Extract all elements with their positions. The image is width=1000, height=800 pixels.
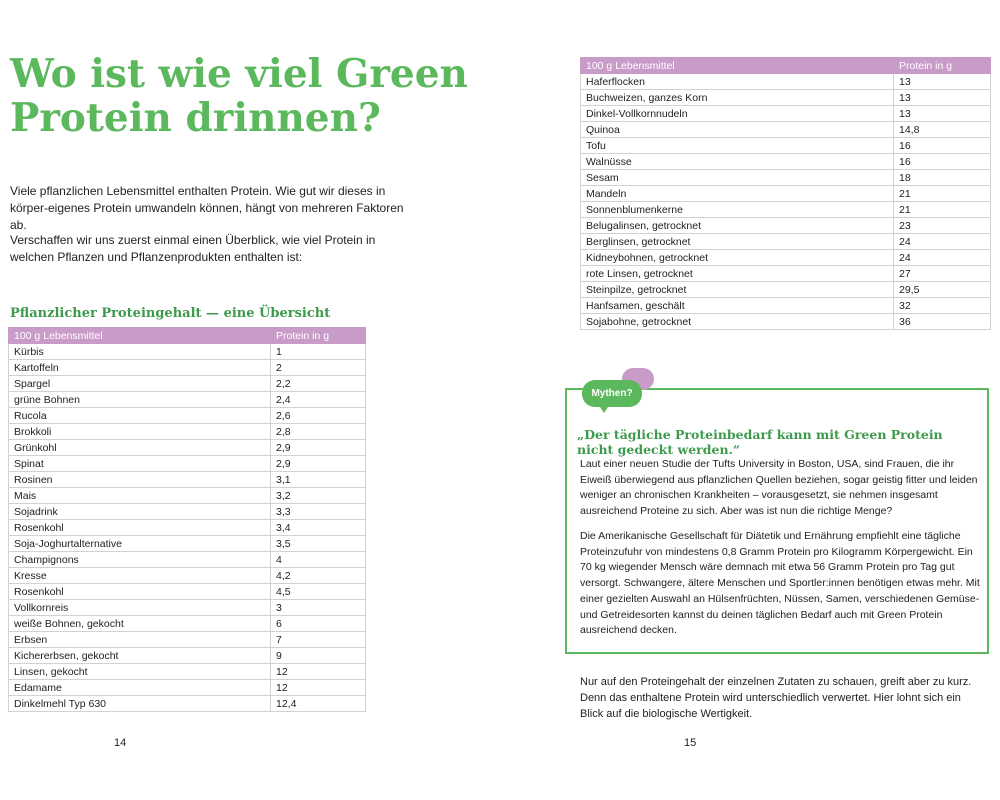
table-row [9, 696, 366, 712]
table-row [581, 74, 991, 90]
food-cell: Linsen, gekocht [9, 664, 271, 680]
column-header-protein: Protein in g [271, 328, 366, 344]
myth-heading: „Der tägliche Proteinbedarf kann mit Green Protein nicht gedeckt werden.“ [577, 427, 943, 457]
table-row [9, 360, 366, 376]
food-cell: Spargel [9, 376, 271, 392]
protein-cell: 2,4 [271, 392, 366, 408]
myth-badge-label: Mythen? [591, 388, 633, 399]
table-row [581, 154, 991, 170]
protein-cell: 16 [894, 154, 991, 170]
column-header-food: 100 g Lebensmittel [581, 58, 894, 74]
table-row [9, 680, 366, 696]
protein-cell: 2,9 [271, 440, 366, 456]
table-row [9, 632, 366, 648]
food-cell: Champignons [9, 552, 271, 568]
protein-cell: 12,4 [271, 696, 366, 712]
food-cell: Quinoa [581, 122, 894, 138]
protein-table-left [8, 327, 366, 712]
food-cell: Dinkel-Vollkornnudeln [581, 106, 894, 122]
table-row [581, 266, 991, 282]
table-row [581, 298, 991, 314]
protein-cell: 7 [271, 632, 366, 648]
table-row [9, 392, 366, 408]
table-row [9, 488, 366, 504]
food-cell: Kartoffeln [9, 360, 271, 376]
food-cell: weiße Bohnen, gekocht [9, 616, 271, 632]
protein-cell: 4,5 [271, 584, 366, 600]
table-row [581, 218, 991, 234]
page-number-right: 15 [684, 737, 697, 749]
food-cell: Edamame [9, 680, 271, 696]
table-row [581, 282, 991, 298]
intro-paragraph-2: Verschaffen wir uns zuerst einmal einen Überblick, wie viel Protein in welchen Pflanzen und Pflanzenprodukten enthalten ist: [10, 233, 376, 264]
table-row [581, 138, 991, 154]
table-row [9, 376, 366, 392]
protein-cell: 13 [894, 90, 991, 106]
table-row [9, 616, 366, 632]
table-row [9, 472, 366, 488]
food-cell: Buchweizen, ganzes Korn [581, 90, 894, 106]
food-cell: Hanfsamen, geschält [581, 298, 894, 314]
table-row [581, 250, 991, 266]
food-cell: Mais [9, 488, 271, 504]
protein-cell: 21 [894, 186, 991, 202]
food-cell: Erbsen [9, 632, 271, 648]
table-row [581, 90, 991, 106]
column-header-food: 100 g Lebensmittel [9, 328, 271, 344]
table-row [581, 234, 991, 250]
protein-cell: 29,5 [894, 282, 991, 298]
table-row [581, 314, 991, 330]
table-row [9, 504, 366, 520]
food-cell: Steinpilze, getrocknet [581, 282, 894, 298]
table-body-left [9, 344, 366, 712]
food-cell: Soja-Joghurtalternative [9, 536, 271, 552]
protein-cell: 3,2 [271, 488, 366, 504]
protein-cell: 23 [894, 218, 991, 234]
protein-cell: 2,8 [271, 424, 366, 440]
protein-cell: 2,9 [271, 456, 366, 472]
food-cell: rote Linsen, getrocknet [581, 266, 894, 282]
protein-cell: 24 [894, 234, 991, 250]
protein-cell: 3,4 [271, 520, 366, 536]
food-cell: Haferflocken [581, 74, 894, 90]
protein-cell: 6 [271, 616, 366, 632]
protein-cell: 3,5 [271, 536, 366, 552]
protein-cell: 13 [894, 74, 991, 90]
table-row [9, 408, 366, 424]
protein-cell: 3 [271, 600, 366, 616]
food-cell: Spinat [9, 456, 271, 472]
protein-cell: 2 [271, 360, 366, 376]
food-cell: Brokkoli [9, 424, 271, 440]
food-cell: Tofu [581, 138, 894, 154]
protein-cell: 3,3 [271, 504, 366, 520]
food-cell: Sojabohne, getrocknet [581, 314, 894, 330]
food-cell: Sesam [581, 170, 894, 186]
table-row [9, 440, 366, 456]
speech-bubble-tail-icon [598, 404, 610, 413]
food-cell: Rosenkohl [9, 520, 271, 536]
protein-cell: 27 [894, 266, 991, 282]
protein-cell: 16 [894, 138, 991, 154]
food-cell: Rosenkohl [9, 584, 271, 600]
food-cell: Vollkornreis [9, 600, 271, 616]
table-row [581, 170, 991, 186]
food-cell: Sonnenblumenkerne [581, 202, 894, 218]
table-row [9, 424, 366, 440]
column-header-protein: Protein in g [894, 58, 991, 74]
food-cell: Sojadrink [9, 504, 271, 520]
table-row [9, 568, 366, 584]
table-row [581, 202, 991, 218]
table-row [9, 584, 366, 600]
protein-cell: 4,2 [271, 568, 366, 584]
protein-cell: 12 [271, 680, 366, 696]
food-cell: Kidneybohnen, getrocknet [581, 250, 894, 266]
table-header-row [9, 328, 366, 344]
food-cell: Walnüsse [581, 154, 894, 170]
food-cell: Berglinsen, getrocknet [581, 234, 894, 250]
food-cell: Rosinen [9, 472, 271, 488]
protein-cell: 18 [894, 170, 991, 186]
protein-cell: 1 [271, 344, 366, 360]
food-cell: Rucola [9, 408, 271, 424]
table-row [9, 552, 366, 568]
table-row [9, 648, 366, 664]
food-cell: Kürbis [9, 344, 271, 360]
protein-cell: 9 [271, 648, 366, 664]
food-cell: Grünkohl [9, 440, 271, 456]
table-row [581, 106, 991, 122]
protein-cell: 13 [894, 106, 991, 122]
table-row [581, 122, 991, 138]
table-row [581, 186, 991, 202]
food-cell: Kresse [9, 568, 271, 584]
protein-cell: 4 [271, 552, 366, 568]
page-title [10, 52, 480, 140]
protein-cell: 12 [271, 664, 366, 680]
table-row [9, 520, 366, 536]
protein-table-right [580, 57, 991, 330]
table-row [9, 456, 366, 472]
table-body-right [581, 74, 991, 330]
table-row [9, 600, 366, 616]
closing-paragraph: Nur auf den Proteingehalt der einzelnen Zutaten zu schauen, greift aber zu kurz. Denn das enthaltene Protein wird unterschiedlich verwertet. Hier lohnt sich ein Blick auf die biologische Wertigkeit. [580, 676, 972, 720]
myth-badge [582, 380, 642, 407]
intro-paragraph-1: Viele pflanzlichen Lebensmittel enthalten Protein. Wie gut wir dieses in körper-eigenes Protein umwandeln können, hängt von mehreren Faktoren ab. [10, 184, 404, 232]
food-cell: Dinkelmehl Typ 630 [9, 696, 271, 712]
food-cell: Kichererbsen, gekocht [9, 648, 271, 664]
protein-cell: 32 [894, 298, 991, 314]
protein-cell: 36 [894, 314, 991, 330]
protein-cell: 14,8 [894, 122, 991, 138]
myth-paragraph-2: Die Amerikanische Gesellschaft für Diätetik und Ernährung empfiehlt eine tägliche Proteinzufuhr von mindestens 0,8 Gramm Protein pro Kilogramm Körpergewicht. Ein 70 kg wiegender Mensch wäre demnach mit etwa 56 Gramm Protein pro Tag gut versorgt. Schwangere, ältere Menschen und Sportler:innen benötigen etwas mehr. Mit einer gezielten Auswahl an Hülsenfrüchten, Nüssen, Samen, verschiedenen Gemüse- und Getreidesorten kannst du deinen täglichen Bedarf auch mit Green Protein ausreichend decken. [580, 530, 980, 637]
protein-cell: 2,6 [271, 408, 366, 424]
protein-cell: 3,1 [271, 472, 366, 488]
food-cell: grüne Bohnen [9, 392, 271, 408]
table-heading: Pflanzlicher Proteingehalt — eine Übersicht [10, 306, 331, 321]
page-number-left: 14 [114, 737, 127, 749]
page-title-line-1: Wo ist wie viel Green [10, 51, 468, 97]
food-cell: Mandeln [581, 186, 894, 202]
food-cell: Belugalinsen, getrocknet [581, 218, 894, 234]
table-row [9, 664, 366, 680]
table-row [9, 536, 366, 552]
table-row [9, 344, 366, 360]
myth-paragraph-1: Laut einer neuen Studie der Tufts University in Boston, USA, sind Frauen, die ihr Eiweiß überwiegend aus pflanzlichen Quellen beziehen, sogar geistig fitter und leiden weniger an chronischen Krankheiten – vorausgesetzt, sie nehmen insgesamt ausreichend Proteine zu sich. Aber was ist nun die richtige Menge? [580, 458, 978, 518]
table-header-row [581, 58, 991, 74]
protein-cell: 24 [894, 250, 991, 266]
protein-cell: 2,2 [271, 376, 366, 392]
page-title-line-2: Protein drinnen? [10, 95, 381, 141]
protein-cell: 21 [894, 202, 991, 218]
